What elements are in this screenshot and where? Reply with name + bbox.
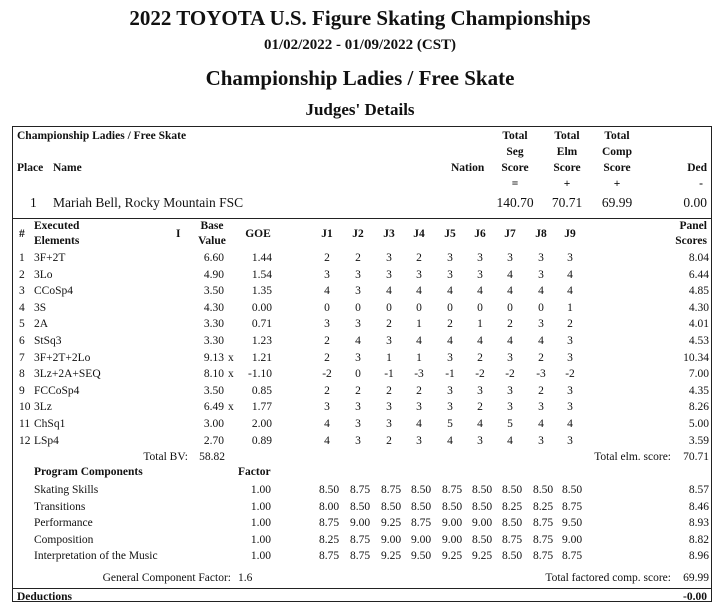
element-judge-7: 4: [507, 335, 513, 347]
judge-header-9: J9: [564, 228, 576, 240]
tss-header-3: Score: [501, 162, 529, 174]
element-num: 9: [19, 385, 25, 397]
deductions-separator: [12, 588, 712, 589]
element-panel-score: 4.30: [688, 302, 709, 314]
element-judge-6: 3: [477, 252, 483, 264]
element-judge-8: 3: [538, 435, 544, 447]
element-goe: -1.10: [248, 368, 272, 380]
pcs-header-3: Score: [603, 162, 631, 174]
tes-header-3: Score: [553, 162, 581, 174]
element-goe: 0.89: [251, 435, 272, 447]
element-judge-3: 1: [386, 352, 392, 364]
component-judge-1: 8.25: [318, 534, 340, 546]
element-goe: 2.00: [251, 418, 272, 430]
component-judge-2: 9.00: [349, 517, 371, 529]
element-judge-6: 1: [477, 318, 483, 330]
element-judge-3: 3: [386, 401, 392, 413]
event-name: Championship Ladies / Free Skate: [205, 66, 515, 90]
page-subtitle: Judges' Details: [305, 100, 415, 119]
skater-pcs: 69.99: [601, 195, 633, 210]
element-judge-9: 4: [567, 418, 573, 430]
element-base-value: 3.00: [203, 418, 224, 430]
element-goe: 1.23: [251, 335, 272, 347]
element-judge-9: 3: [567, 401, 573, 413]
element-judge-5: 4: [447, 335, 453, 347]
element-name: StSq3: [34, 335, 62, 347]
component-judge-4: 8.50: [410, 501, 432, 513]
element-judge-9: 1: [567, 302, 573, 314]
judge-header-1: J1: [321, 228, 333, 240]
element-num: 2: [19, 269, 25, 281]
tss-header-1: Total: [502, 130, 528, 142]
element-judge-2: 3: [355, 418, 361, 430]
component-judge-1: 8.75: [318, 517, 340, 529]
component-judge-6: 9.25: [471, 550, 493, 562]
element-num: 7: [19, 352, 25, 364]
component-judge-8: 8.75: [532, 517, 554, 529]
element-judge-4: 2: [416, 252, 422, 264]
element-num: 1: [19, 252, 25, 264]
element-num: 12: [19, 435, 31, 447]
element-num: 8: [19, 368, 25, 380]
component-judge-6: 8.50: [471, 534, 493, 546]
element-goe: 1.35: [251, 285, 272, 297]
info-header: I: [176, 228, 181, 240]
element-judge-7: 3: [507, 385, 513, 397]
pcs-header-sign: +: [613, 178, 621, 190]
component-judge-4: 8.50: [410, 484, 432, 496]
judge-header-5: J5: [444, 228, 456, 240]
element-judge-8: -3: [536, 368, 546, 380]
value-header: Value: [198, 235, 226, 247]
element-judge-1: 4: [324, 285, 330, 297]
element-judge-7: -2: [505, 368, 515, 380]
name-header: Name: [53, 162, 82, 174]
element-base-value: 3.30: [203, 318, 224, 330]
element-judge-5: 3: [447, 252, 453, 264]
element-judge-1: -2: [322, 368, 332, 380]
element-judge-6: 2: [477, 352, 483, 364]
component-factor: 1.00: [250, 484, 271, 496]
component-judge-6: 8.50: [471, 501, 493, 513]
skater-name: Mariah Bell, Rocky Mountain FSC: [53, 195, 244, 210]
element-judge-8: 0: [538, 302, 544, 314]
element-judge-8: 3: [538, 269, 544, 281]
element-judge-2: 2: [355, 252, 361, 264]
base-header: Base: [200, 220, 224, 232]
component-name: Transitions: [34, 501, 86, 513]
skater-tss: 140.70: [496, 195, 534, 210]
element-base-value: 6.49: [203, 401, 224, 413]
element-panel-score: 4.85: [688, 285, 709, 297]
component-judge-2: 8.50: [349, 501, 371, 513]
component-name: Interpretation of the Music: [34, 550, 158, 562]
element-judge-6: -2: [475, 368, 485, 380]
component-score: 8.57: [688, 484, 709, 496]
component-judge-4: 8.75: [410, 517, 432, 529]
components-header: Program Components: [34, 466, 143, 478]
element-num: 4: [19, 302, 25, 314]
tes-header-sign: +: [563, 178, 571, 190]
element-judge-1: 2: [324, 335, 330, 347]
component-judge-8: 8.75: [532, 550, 554, 562]
element-goe: 1.54: [251, 269, 272, 281]
element-name: ChSq1: [34, 418, 66, 430]
component-score: 8.82: [688, 534, 709, 546]
element-judge-1: 3: [324, 401, 330, 413]
element-judge-9: 3: [567, 352, 573, 364]
component-score: 8.46: [688, 501, 709, 513]
judge-header-8: J8: [535, 228, 547, 240]
element-judge-4: 0: [416, 302, 422, 314]
element-judge-7: 3: [507, 352, 513, 364]
element-base-value: 6.60: [203, 252, 224, 264]
element-judge-4: 4: [416, 335, 422, 347]
component-factor: 1.00: [250, 550, 271, 562]
element-judge-5: 4: [447, 435, 453, 447]
element-judge-6: 3: [477, 385, 483, 397]
skater-place: 1: [30, 195, 37, 210]
total-elm-label: Total elm. score:: [594, 451, 671, 463]
tfcs-label: Total factored comp. score:: [545, 572, 671, 584]
element-judge-1: 4: [324, 418, 330, 430]
deductions-label: Deductions: [17, 591, 72, 603]
tfcs-value: 69.99: [683, 572, 709, 584]
component-judge-7: 8.50: [501, 550, 523, 562]
component-judge-3: 9.00: [380, 534, 402, 546]
element-judge-6: 3: [477, 435, 483, 447]
pcs-header-1: Total: [604, 130, 630, 142]
gcf-label: General Component Factor:: [102, 572, 231, 584]
component-judge-9: 8.50: [561, 484, 583, 496]
element-judge-2: 0: [355, 368, 361, 380]
component-judge-1: 8.50: [318, 484, 340, 496]
element-base-value: 9.13: [203, 352, 224, 364]
element-goe: 0.85: [251, 385, 272, 397]
element-judge-3: 3: [386, 269, 392, 281]
element-judge-4: 3: [416, 401, 422, 413]
element-base-value: 2.70: [203, 435, 224, 447]
element-judge-2: 3: [355, 435, 361, 447]
element-bonus-marker: x: [228, 352, 234, 364]
element-judge-7: 0: [507, 302, 513, 314]
component-judge-2: 8.75: [349, 550, 371, 562]
component-factor: 1.00: [250, 501, 271, 513]
element-judge-9: 4: [567, 285, 573, 297]
element-panel-score: 4.01: [688, 318, 709, 330]
skater-tes: 70.71: [551, 195, 583, 210]
element-judge-2: 3: [355, 318, 361, 330]
element-judge-8: 3: [538, 401, 544, 413]
element-judge-6: 4: [477, 418, 483, 430]
component-judge-9: 9.00: [561, 534, 583, 546]
element-judge-3: 3: [386, 418, 392, 430]
element-base-value: 3.50: [203, 385, 224, 397]
element-judge-3: 2: [386, 318, 392, 330]
element-goe: 0.71: [251, 318, 272, 330]
component-judge-1: 8.75: [318, 550, 340, 562]
element-judge-3: -1: [384, 368, 394, 380]
element-judge-2: 3: [355, 269, 361, 281]
element-judge-8: 4: [538, 335, 544, 347]
element-judge-7: 3: [507, 252, 513, 264]
element-judge-2: 4: [355, 335, 361, 347]
element-judge-3: 4: [386, 285, 392, 297]
element-bonus-marker: x: [228, 401, 234, 413]
element-num: 10: [19, 401, 31, 413]
ded-header: Ded: [687, 162, 707, 174]
element-judge-9: 4: [567, 269, 573, 281]
component-judge-8: 8.50: [532, 484, 554, 496]
element-bonus-marker: x: [228, 368, 234, 380]
component-judge-5: 8.75: [441, 484, 463, 496]
element-judge-6: 2: [477, 401, 483, 413]
component-judge-1: 8.00: [318, 501, 340, 513]
element-name: 2A: [34, 318, 49, 330]
component-factor: 1.00: [250, 517, 271, 529]
element-judge-8: 4: [538, 418, 544, 430]
element-goe: 1.77: [251, 401, 272, 413]
executed-header: Executed: [34, 220, 80, 232]
element-panel-score: 7.00: [688, 368, 709, 380]
element-judge-4: -3: [414, 368, 424, 380]
elements-header: Elements: [34, 235, 80, 247]
element-judge-4: 4: [416, 418, 422, 430]
element-judge-7: 4: [507, 435, 513, 447]
component-judge-8: 8.25: [532, 501, 554, 513]
element-judge-5: -1: [445, 368, 455, 380]
element-judge-1: 2: [324, 252, 330, 264]
component-judge-2: 8.75: [349, 484, 371, 496]
element-judge-4: 3: [416, 435, 422, 447]
element-base-value: 8.10: [203, 368, 224, 380]
element-judge-7: 3: [507, 401, 513, 413]
skater-separator: [12, 218, 712, 219]
element-panel-score: 8.04: [688, 252, 709, 264]
element-judge-2: 3: [355, 401, 361, 413]
element-judge-5: 3: [447, 352, 453, 364]
element-judge-7: 5: [507, 418, 513, 430]
element-judge-1: 4: [324, 435, 330, 447]
element-judge-8: 4: [538, 285, 544, 297]
tes-header-1: Total: [554, 130, 580, 142]
element-judge-5: 2: [447, 318, 453, 330]
element-judge-9: 2: [567, 318, 573, 330]
element-judge-5: 3: [447, 385, 453, 397]
element-judge-8: 2: [538, 352, 544, 364]
judge-header-6: J6: [474, 228, 486, 240]
element-goe: 1.44: [251, 252, 272, 264]
nation-header: Nation: [451, 162, 485, 174]
element-judge-2: 2: [355, 385, 361, 397]
element-judge-7: 4: [507, 285, 513, 297]
total-elm-value: 70.71: [683, 451, 709, 463]
component-name: Skating Skills: [34, 484, 99, 496]
component-judge-8: 8.75: [532, 534, 554, 546]
page-title: 2022 TOYOTA U.S. Figure Skating Championships: [129, 6, 591, 30]
element-panel-score: 4.35: [688, 385, 709, 397]
element-judge-2: 3: [355, 285, 361, 297]
component-judge-9: 8.75: [561, 550, 583, 562]
element-name: FCCoSp4: [34, 385, 80, 397]
element-judge-9: 3: [567, 385, 573, 397]
element-base-value: 4.90: [203, 269, 224, 281]
element-judge-4: 2: [416, 385, 422, 397]
element-judge-1: 2: [324, 385, 330, 397]
element-judge-4: 4: [416, 285, 422, 297]
element-name: 3F+2T: [34, 252, 66, 264]
component-name: Performance: [34, 517, 93, 529]
element-judge-4: 3: [416, 269, 422, 281]
tss-header-2: Seg: [506, 146, 524, 158]
deductions-value: -0.00: [683, 591, 707, 603]
element-judge-5: 0: [447, 302, 453, 314]
element-judge-5: 3: [447, 269, 453, 281]
component-judge-2: 8.75: [349, 534, 371, 546]
element-judge-3: 0: [386, 302, 392, 314]
component-judge-6: 9.00: [471, 517, 493, 529]
scores-header: Scores: [675, 235, 707, 247]
judge-header-4: J4: [413, 228, 425, 240]
component-name: Composition: [34, 534, 94, 546]
total-bv-label: Total BV:: [143, 451, 188, 463]
element-judge-5: 4: [447, 285, 453, 297]
element-panel-score: 4.53: [688, 335, 709, 347]
element-judge-7: 4: [507, 269, 513, 281]
component-score: 8.93: [688, 517, 709, 529]
component-judge-4: 9.00: [410, 534, 432, 546]
factor-header: Factor: [238, 466, 271, 478]
element-judge-4: 1: [416, 318, 422, 330]
element-judge-8: 3: [538, 252, 544, 264]
element-name: LSp4: [34, 435, 59, 447]
component-score: 8.96: [688, 550, 709, 562]
element-judge-1: 2: [324, 352, 330, 364]
element-judge-6: 4: [477, 285, 483, 297]
element-goe: 0.00: [251, 302, 272, 314]
component-judge-3: 8.75: [380, 484, 402, 496]
element-num: 3: [19, 285, 25, 297]
element-name: 3F+2T+2Lo: [34, 352, 91, 364]
component-judge-6: 8.50: [471, 484, 493, 496]
element-judge-1: 0: [324, 302, 330, 314]
element-panel-score: 10.34: [683, 352, 709, 364]
component-factor: 1.00: [250, 534, 271, 546]
place-header: Place: [17, 162, 44, 174]
element-name: 3Lo: [34, 269, 53, 281]
element-judge-8: 2: [538, 385, 544, 397]
component-judge-5: 9.00: [441, 517, 463, 529]
element-judge-4: 1: [416, 352, 422, 364]
element-judge-6: 4: [477, 335, 483, 347]
element-judge-9: 3: [567, 435, 573, 447]
element-name: 3S: [34, 302, 47, 314]
element-judge-9: 3: [567, 335, 573, 347]
ded-header-sign: -: [699, 178, 703, 190]
element-name: 3Lz+2A+SEQ: [34, 368, 101, 380]
element-base-value: 4.30: [203, 302, 224, 314]
judge-header-7: J7: [504, 228, 516, 240]
goe-header: GOE: [245, 228, 271, 240]
element-judge-3: 2: [386, 385, 392, 397]
element-panel-score: 8.26: [688, 401, 709, 413]
element-judge-5: 3: [447, 401, 453, 413]
panel-header: Panel: [679, 220, 707, 232]
component-judge-4: 9.50: [410, 550, 432, 562]
skater-ded: 0.00: [683, 195, 707, 210]
element-num: 11: [19, 418, 31, 430]
element-judge-5: 5: [447, 418, 453, 430]
element-panel-score: 3.59: [688, 435, 709, 447]
element-judge-3: 2: [386, 435, 392, 447]
event-dates: 01/02/2022 - 01/09/2022 (CST): [263, 37, 457, 53]
component-judge-5: 8.50: [441, 501, 463, 513]
element-judge-6: 0: [477, 302, 483, 314]
element-num: 5: [19, 318, 25, 330]
component-judge-9: 9.50: [561, 517, 583, 529]
component-judge-5: 9.00: [441, 534, 463, 546]
element-panel-score: 6.44: [688, 269, 709, 281]
element-judge-1: 3: [324, 269, 330, 281]
element-judge-9: -2: [565, 368, 575, 380]
element-judge-7: 2: [507, 318, 513, 330]
element-judge-3: 3: [386, 252, 392, 264]
element-base-value: 3.30: [203, 335, 224, 347]
element-panel-score: 5.00: [688, 418, 709, 430]
component-judge-5: 9.25: [441, 550, 463, 562]
component-judge-3: 8.50: [380, 501, 402, 513]
element-num: 6: [19, 335, 25, 347]
element-judge-2: 3: [355, 352, 361, 364]
element-name: 3Lz: [34, 401, 52, 413]
component-judge-3: 9.25: [380, 517, 402, 529]
gcf-value: 1.6: [238, 572, 253, 584]
element-judge-8: 3: [538, 318, 544, 330]
element-name: CCoSp4: [34, 285, 73, 297]
element-goe: 1.21: [251, 352, 272, 364]
element-base-value: 3.50: [203, 285, 224, 297]
pcs-header-2: Comp: [601, 146, 633, 158]
element-judge-3: 3: [386, 335, 392, 347]
component-judge-3: 9.25: [380, 550, 402, 562]
total-bv-value: 58.82: [199, 451, 225, 463]
judge-header-3: J3: [383, 228, 395, 240]
component-judge-9: 8.75: [561, 501, 583, 513]
segment-label: Championship Ladies / Free Skate: [17, 130, 187, 142]
element-judge-6: 3: [477, 269, 483, 281]
element-judge-2: 0: [355, 302, 361, 314]
element-num-header: #: [19, 228, 25, 240]
tes-header-2: Elm: [556, 146, 578, 158]
component-judge-7: 8.50: [501, 484, 523, 496]
judge-header-2: J2: [352, 228, 364, 240]
element-judge-1: 3: [324, 318, 330, 330]
element-judge-9: 3: [567, 252, 573, 264]
component-judge-7: 8.25: [501, 501, 523, 513]
tss-header-sign: =: [511, 178, 519, 190]
component-judge-7: 8.75: [501, 534, 523, 546]
component-judge-7: 8.50: [501, 517, 523, 529]
